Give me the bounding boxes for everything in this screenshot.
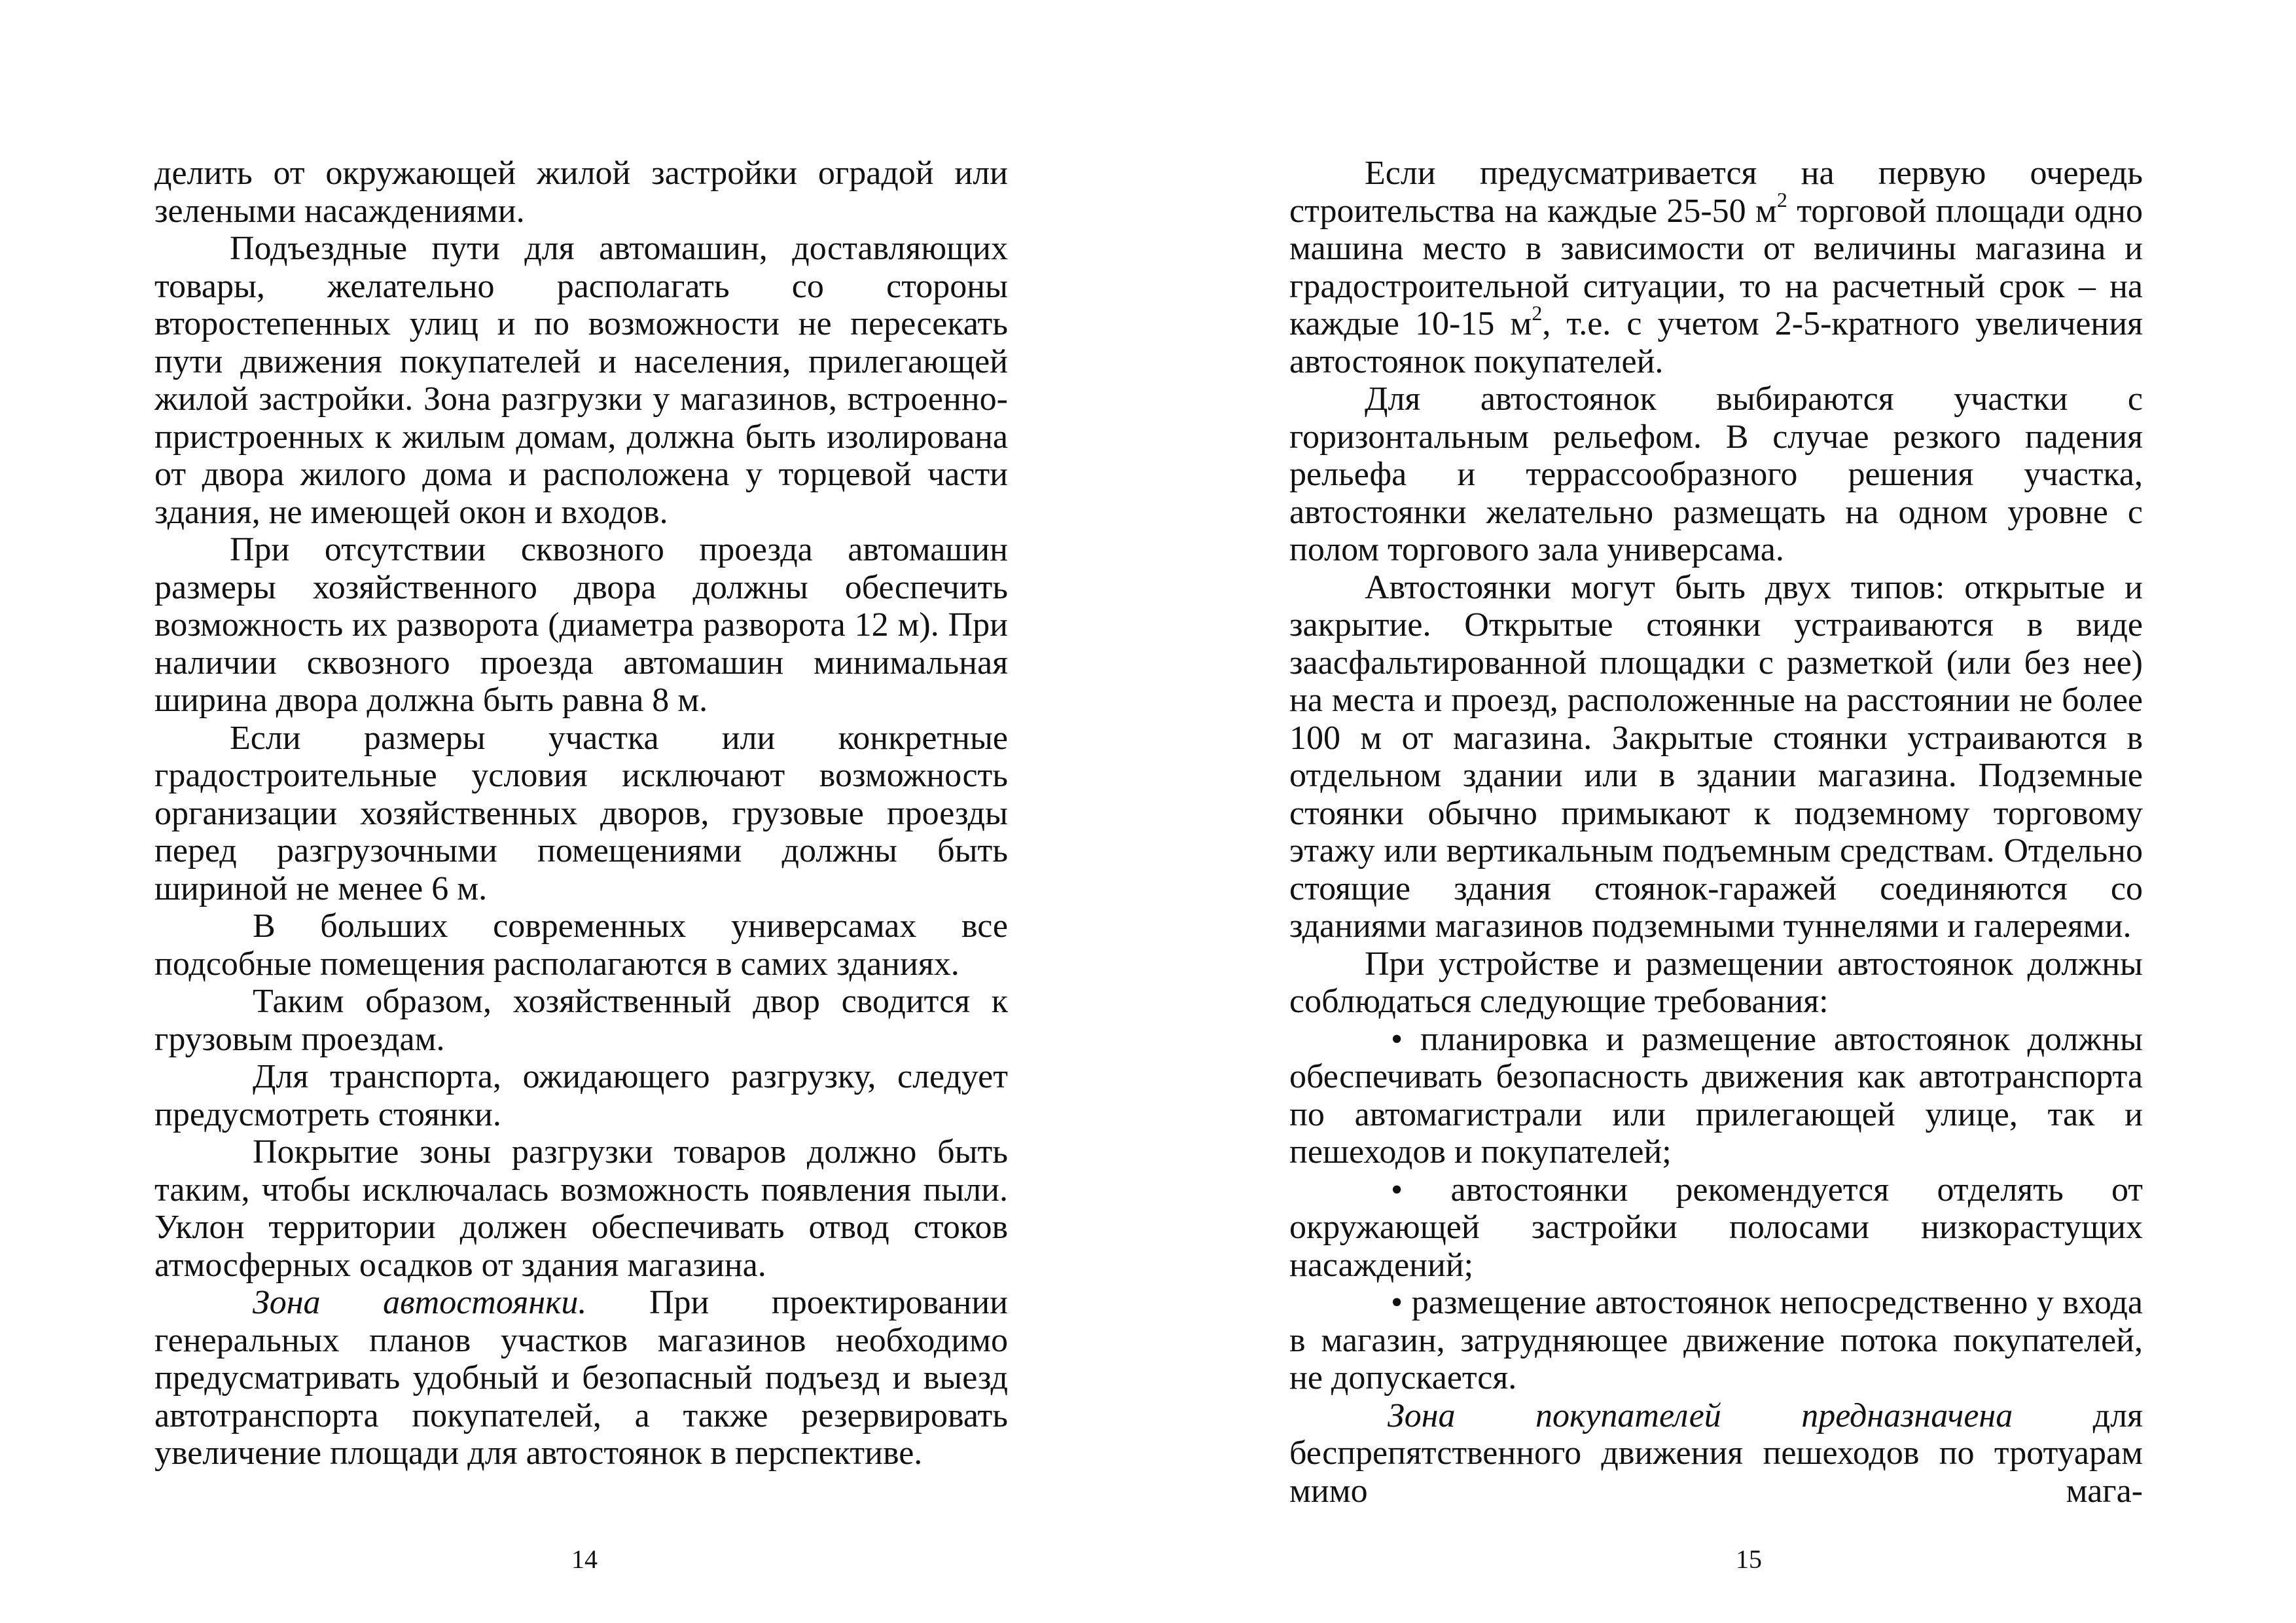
bullet-item bbox=[1289, 1284, 2143, 1397]
page-number-left: 14 bbox=[571, 1544, 598, 1574]
bullet-icon: • bbox=[1391, 1171, 1403, 1209]
paragraph-continuation: делить от окружающей жилой застройки оградой или зелеными насаждениями. bbox=[154, 155, 1008, 230]
parking-norms-text-b: торговой площади одно машина место в зависимости от величины магазина и градостроительной ситуации, то на расчетный срок – на каждые 10-15 м bbox=[1289, 192, 2143, 342]
parking-zone-text: При проектировании генеральных планов участков магазинов необходимо предусматривать удобный и безопасный подъезд и выезд автотранспорта покупателей, а также резервировать увеличение площади для автостоянок в перспективе. bbox=[154, 1284, 1008, 1472]
paragraph-access-roads: Подъездные пути для автомашин, доставляющих товары, желательно располагать со стороны второстепенных улиц и по возможности не пересекать пути движения покупателей и населения, прилегающей жилой застройки. Зона разгрузки у магазинов, встроенно-пристроенных к жилым домам, должна быть изолирована от двора жилого дома и расположена у торцевой части здания, не имеющей окон и входов. bbox=[154, 230, 1008, 531]
paragraph-surface: Покрытие зоны разгрузки товаров должно быть таким, чтобы исключалась возможность появления пыли. Уклон территории должен обеспечивать отвод стоков атмосферных осадков от здания магазина. bbox=[154, 1133, 1008, 1284]
buyers-zone-title: Зона покупателей предназначена bbox=[1388, 1396, 2013, 1434]
buyers-zone-text: для беспрепятственного движения пешеходов по тротуарам мимо мага- bbox=[1289, 1396, 2143, 1510]
paragraph-loading-passages: Если размеры участка или конкретные градостроительные условия исключают возможность организации хозяйственных дворов, грузовые проезды перед разгрузочными помещениями должны быть шириной не менее 6 м. bbox=[154, 719, 1008, 907]
paragraph-waiting-transport: Для транспорта, ожидающего разгрузку, следует предусмотреть стоянки. bbox=[154, 1058, 1008, 1133]
bullet-text: планировка и размещение автостоянок должны обеспечивать безопасность движения как автотранспорта по автомагистрали или прилегающей улице, так и пешеходов и покупателей; bbox=[1289, 1020, 2143, 1171]
bullet-text: автостоянки рекомендуется отделять от окружающей застройки полосами низкорастущих насаждений; bbox=[1289, 1171, 2143, 1284]
parking-zone-title: Зона автостоянки. bbox=[253, 1284, 587, 1321]
paragraph-turnaround: При отсутствии сквозного проезда автомашин размеры хозяйственного двора должны обеспечить возможность их разворота (диаметра разворота 12 м). При наличии сквозного проезда автомашин минимальная ширина двора должна быть равна 8 м. bbox=[154, 531, 1008, 719]
bullet-text: размещение автостоянок непосредственно у входа в магазин, затрудняющее движение потока покупателей, не допускается. bbox=[1289, 1284, 2143, 1396]
paragraph-buyers-zone bbox=[1289, 1397, 2143, 1510]
left-page bbox=[154, 155, 1008, 1472]
paragraph-parking-types: Автостоянки могут быть двух типов: открытые и закрытие. Открытые стоянки устраиваются в виде заасфальтированной площадки с разметкой (или без нее) на места и проезд, расположенные на расстоянии не более 100 м от магазина. Закрытые стоянки устраиваются в отдельном здании или в здании магазина. Подземные стоянки обычно примыкают к подземному торговому этажу или вертикальным подъемным средствам. Отдельно стоящие здания стоянок-гаражей соединяются со зданиями магазинов подземными туннелями и галереями. bbox=[1289, 568, 2143, 945]
superscript-square: 2 bbox=[1776, 188, 1787, 212]
page-number-right: 15 bbox=[1736, 1544, 1762, 1574]
paragraph-requirements: При устройстве и размещении автостоянок должны соблюдаться следующие требования: bbox=[1289, 945, 2143, 1020]
bullet-item bbox=[1289, 1171, 2143, 1285]
paragraph-auxiliary-rooms: В больших современных универсамах все подсобные помещения располагаются в самих зданиях. bbox=[154, 907, 1008, 983]
parking-norms-text-a: Если предусматривается на первую очередь строительства на каждые 25-50 м bbox=[1289, 155, 2143, 230]
parking-norms-text-c: , т.е. с учетом 2-5-кратного увеличения автостоянок покупателей. bbox=[1289, 305, 2144, 380]
paragraph-parking-zone bbox=[154, 1284, 1008, 1472]
right-page bbox=[1289, 155, 2143, 1510]
bullet-icon: • bbox=[1391, 1020, 1403, 1058]
paragraph-yard-summary: Таким образом, хозяйственный двор сводится к грузовым проездам. bbox=[154, 983, 1008, 1058]
paragraph-parking-norms bbox=[1289, 155, 2143, 380]
bullet-icon: • bbox=[1391, 1284, 1403, 1321]
bullet-item bbox=[1289, 1021, 2143, 1171]
superscript-square: 2 bbox=[1532, 301, 1543, 325]
paragraph-parking-relief: Для автостоянок выбираются участки с горизонтальным рельефом. В случае резкого падения рельефа и террассообразного решения участка, автостоянки желательно размещать на одном уровне с полом торгового зала универсама. bbox=[1289, 380, 2143, 568]
